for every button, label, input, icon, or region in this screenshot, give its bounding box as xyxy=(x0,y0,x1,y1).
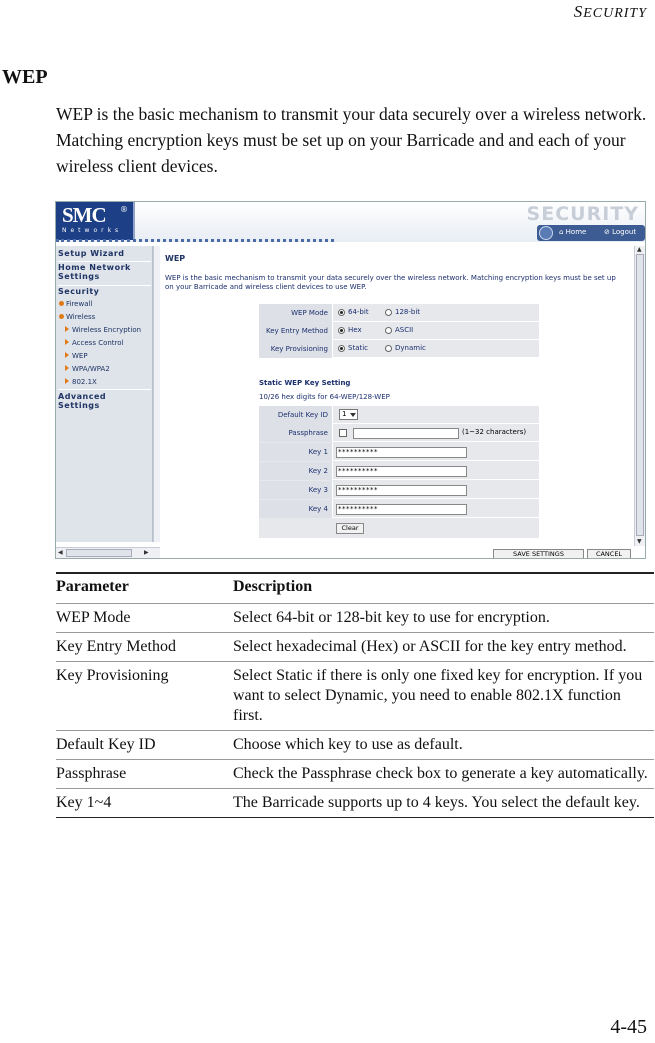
static-key-form xyxy=(259,406,539,538)
key1-row xyxy=(259,443,539,461)
param-cell: Key 1~4 xyxy=(56,788,233,817)
menu-advanced-settings[interactable]: Advanced Settings xyxy=(58,392,107,410)
scroll-thumb[interactable] xyxy=(66,549,132,557)
wep-mode-row xyxy=(259,304,539,322)
scroll-down-icon[interactable]: ▼ xyxy=(637,538,642,545)
static-label: Static xyxy=(348,344,369,352)
table-row xyxy=(56,603,654,632)
menu-firewall-label: Firewall xyxy=(66,300,93,308)
clear-button[interactable]: Clear xyxy=(336,523,364,534)
arrow-icon xyxy=(65,352,69,358)
menu-firewall[interactable] xyxy=(59,300,92,308)
default-key-select[interactable]: 1 xyxy=(339,409,358,420)
clear-row xyxy=(259,519,539,537)
logout-label: Logout xyxy=(612,228,637,236)
menu-divider xyxy=(58,261,151,262)
menu-wireless-label: Wireless xyxy=(66,313,96,321)
param-cell: WEP Mode xyxy=(56,603,233,632)
content-title: WEP xyxy=(165,254,186,263)
parameter-table xyxy=(56,572,654,818)
content-description: WEP is the basic mechanism to transmit your data securely over the wireless network. Matching encryption keys must be set up on your Barricade and wireless client devices to use WEP. xyxy=(165,274,616,291)
screenshot-header xyxy=(56,202,645,242)
menu-8021x[interactable] xyxy=(65,378,97,386)
wep-settings-screenshot xyxy=(55,201,646,559)
passphrase-label: Passphrase xyxy=(259,424,333,442)
key3-input[interactable]: ********** xyxy=(336,485,467,496)
desc-cell: Select Static if there is only one fixed key for encryption. If you want to select Dynamic, you need to enable 802.1X function first. xyxy=(233,661,654,730)
static-radio[interactable] xyxy=(338,345,345,352)
logo-band xyxy=(133,202,135,240)
save-settings-button[interactable]: SAVE SETTINGS xyxy=(493,549,584,559)
ascii-label: ASCII xyxy=(395,326,414,334)
top-nav-bar xyxy=(537,225,645,241)
wep-mode-label: WEP Mode xyxy=(259,304,333,322)
nav-round-icon[interactable] xyxy=(539,226,553,240)
key4-row xyxy=(259,500,539,518)
key2-label: Key 2 xyxy=(259,462,333,480)
param-cell: Key Provisioning xyxy=(56,661,233,730)
param-cell: Default Key ID xyxy=(56,730,233,759)
passphrase-input[interactable] xyxy=(353,428,459,439)
running-head: SECURITY xyxy=(573,2,647,21)
content-scroll-thumb[interactable] xyxy=(636,254,644,536)
cancel-button[interactable]: CANCEL xyxy=(587,549,631,559)
menu-access-control[interactable] xyxy=(65,339,124,347)
key-provisioning-row xyxy=(259,340,539,358)
ascii-radio[interactable] xyxy=(385,327,392,334)
key3-row xyxy=(259,481,539,499)
home-label: Home xyxy=(565,228,587,236)
table-row xyxy=(56,730,654,759)
smc-logo xyxy=(56,202,133,240)
wep-64bit-label: 64-bit xyxy=(348,308,369,316)
menu-scrollbar[interactable] xyxy=(153,246,160,542)
security-watermark: SECURITY xyxy=(526,203,639,225)
wep-content xyxy=(163,246,633,558)
menu-wep-label: WEP xyxy=(72,352,88,360)
menu-horizontal-scrollbar[interactable] xyxy=(56,547,160,558)
key4-input[interactable]: ********** xyxy=(336,504,467,515)
scroll-left-icon[interactable]: ◀ xyxy=(58,549,63,556)
hex-radio[interactable] xyxy=(338,327,345,334)
wep-64bit-radio[interactable] xyxy=(338,309,345,316)
menu-wireless-encryption-label: Wireless Encryption xyxy=(72,326,142,334)
table-row xyxy=(56,661,654,730)
desc-cell: Check the Passphrase check box to generate a key automatically. xyxy=(233,759,654,788)
param-cell: Passphrase xyxy=(56,759,233,788)
passphrase-row xyxy=(259,424,539,442)
menu-divider xyxy=(58,285,151,286)
menu-wpa-label: WPA/WPA2 xyxy=(72,365,110,373)
scroll-up-icon[interactable]: ▲ xyxy=(637,246,642,253)
page-number: 4-45 xyxy=(610,1016,647,1038)
key1-input[interactable]: ********** xyxy=(336,447,467,458)
desc-cell: Select hexadecimal (Hex) or ASCII for the key entry method. xyxy=(233,632,654,661)
intro-paragraph: WEP is the basic mechanism to transmit your data securely over a wireless network. Matching encryption keys must be set up on your Barricade and and each of your wireless client devices. xyxy=(56,104,647,176)
header-description: Description xyxy=(233,573,654,603)
desc-cell: Choose which key to use as default. xyxy=(233,730,654,759)
passphrase-hint: (1~32 characters) xyxy=(462,428,527,436)
arrow-icon xyxy=(65,378,69,384)
menu-wpa[interactable] xyxy=(65,365,110,373)
table-row xyxy=(56,788,654,817)
section-title: WEP xyxy=(2,66,48,88)
key-provisioning-label: Key Provisioning xyxy=(259,340,333,358)
key3-label: Key 3 xyxy=(259,481,333,499)
header-parameter: Parameter xyxy=(56,573,233,603)
header-dotted-line xyxy=(56,239,334,242)
dynamic-radio[interactable] xyxy=(385,345,392,352)
key-entry-row xyxy=(259,322,539,340)
menu-access-control-label: Access Control xyxy=(72,339,124,347)
bullet-icon xyxy=(59,314,64,319)
bullet-icon xyxy=(59,301,64,306)
table-row xyxy=(56,632,654,661)
menu-8021x-label: 802.1X xyxy=(72,378,97,386)
passphrase-checkbox[interactable] xyxy=(339,429,347,437)
wep-128bit-radio[interactable] xyxy=(385,309,392,316)
scroll-right-icon[interactable]: ▶ xyxy=(144,549,149,556)
default-key-row xyxy=(259,406,539,424)
menu-wireless-encryption[interactable] xyxy=(65,326,141,334)
key1-label: Key 1 xyxy=(259,443,333,461)
desc-cell: Select 64-bit or 128-bit key to use for encryption. xyxy=(233,603,654,632)
menu-divider xyxy=(58,389,151,390)
arrow-icon xyxy=(65,339,69,345)
key4-label: Key 4 xyxy=(259,500,333,518)
table-header-row xyxy=(56,573,654,603)
wep-mode-form xyxy=(259,304,539,358)
arrow-icon xyxy=(65,365,69,371)
static-key-subtitle: 10/26 hex digits for 64-WEP/128-WEP xyxy=(259,393,390,401)
key-entry-label: Key Entry Method xyxy=(259,322,333,340)
left-menu xyxy=(56,246,153,542)
wep-128bit-label: 128-bit xyxy=(395,308,421,316)
hex-label: Hex xyxy=(348,326,362,334)
logo-text: SMC xyxy=(62,203,106,227)
key2-input[interactable]: ********** xyxy=(336,466,467,477)
static-key-title: Static WEP Key Setting xyxy=(259,379,351,387)
logo-subtext: Networks xyxy=(62,227,123,234)
menu-home-network[interactable]: Home Network Settings xyxy=(58,263,131,281)
content-scrollbar[interactable] xyxy=(634,246,645,546)
default-key-label: Default Key ID xyxy=(259,406,333,424)
key2-row xyxy=(259,462,539,480)
arrow-icon xyxy=(65,326,69,332)
dynamic-label: Dynamic xyxy=(395,344,426,352)
param-cell: Key Entry Method xyxy=(56,632,233,661)
menu-setup-wizard[interactable]: Setup Wizard xyxy=(58,249,125,258)
menu-security[interactable]: Security xyxy=(58,287,100,296)
logout-link[interactable]: ⊘ Logout xyxy=(604,228,637,236)
home-link[interactable]: ⌂ Home xyxy=(559,228,587,236)
menu-wireless[interactable] xyxy=(59,313,95,321)
table-row xyxy=(56,759,654,788)
logo-registered: ® xyxy=(120,205,128,214)
menu-wep[interactable] xyxy=(65,352,88,360)
desc-cell: The Barricade supports up to 4 keys. You select the default key. xyxy=(233,788,654,817)
